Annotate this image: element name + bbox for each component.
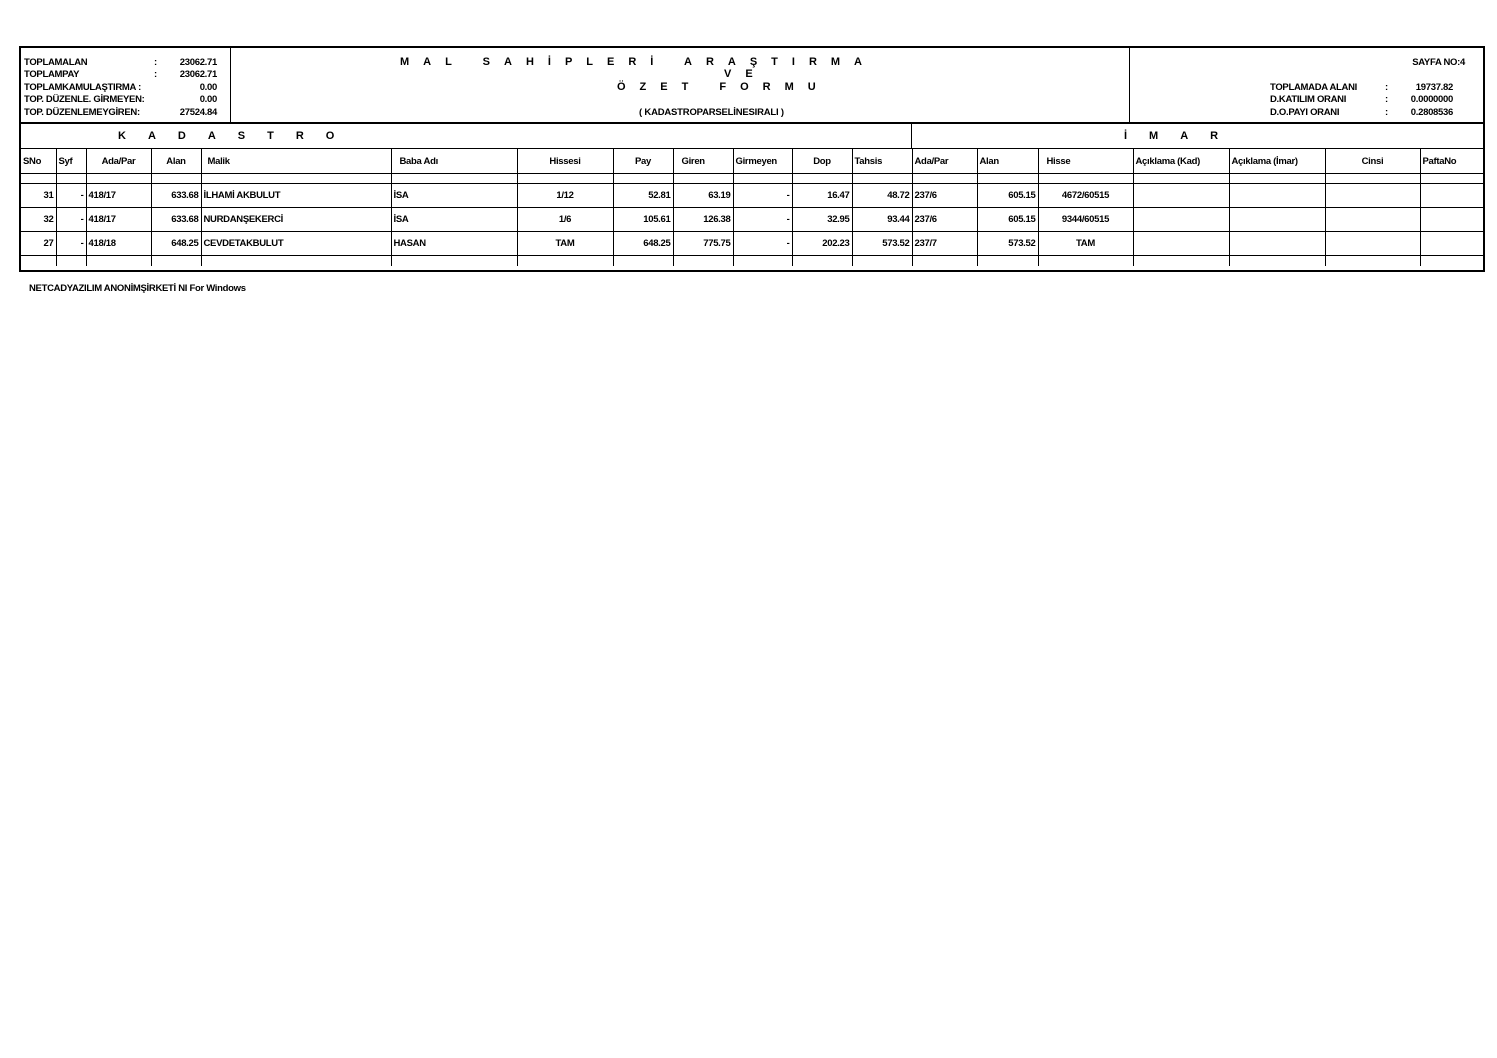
cell-imar-alan: 573.52 [977, 232, 1038, 256]
summary-sep: : [1385, 106, 1388, 118]
cell-sno: 31 [21, 184, 56, 208]
col-header: Alan [977, 149, 1038, 174]
summary-sep: : [154, 57, 157, 68]
col-header: Hisse [1038, 149, 1133, 174]
table-header-row [21, 149, 1483, 174]
cell-malik: CEVDETAKBULUT [201, 232, 391, 256]
col-header: Açıklama (Kad) [1133, 149, 1229, 174]
cell-cinsi [1325, 208, 1420, 232]
summary-value: 0.00 [199, 94, 217, 106]
cell-pay: 648.25 [613, 232, 673, 256]
summary-left-labels [24, 57, 145, 119]
cell-ada-par: 418/17 [86, 208, 151, 232]
summary-left-values [180, 57, 217, 119]
summary-value: 27524.84 [179, 106, 217, 118]
cell-pay: 52.81 [613, 184, 673, 208]
col-header: SNo [21, 149, 56, 174]
summary-value: 23062.71 [179, 57, 217, 68]
summary-right-box [1129, 48, 1483, 122]
cell-pafta [1420, 232, 1483, 256]
summary-right-seps [1385, 82, 1388, 119]
summary-label: TOP. DÜZENLEMEYGİREN: [24, 106, 140, 118]
col-header: Ada/Par [86, 149, 151, 174]
cell-malik: İLHAMİ AKBULUT [201, 184, 391, 208]
col-header: PaftaNo [1420, 149, 1483, 174]
owners-table [21, 149, 1483, 266]
table-row [21, 208, 1483, 232]
summary-label: TOPLAMADA ALANI [1270, 82, 1357, 93]
cell-pay: 105.61 [613, 208, 673, 232]
table-row [21, 184, 1483, 208]
cell-malik: NURDANŞEKERCİ [201, 208, 391, 232]
summary-label: D.KATILIM ORANI [1270, 94, 1347, 106]
cell-sno: 27 [21, 232, 56, 256]
summary-value: 19737.82 [1415, 82, 1453, 93]
page-number: SAYFA NO:4 [1412, 57, 1465, 68]
col-header: Malik [201, 149, 391, 174]
cell-imar-ada-par: 237/7 [912, 232, 977, 256]
table-row [21, 232, 1483, 256]
summary-right-labels [1270, 82, 1357, 119]
summary-sep: : [154, 69, 157, 81]
cell-girmeyen: - [733, 208, 792, 232]
cell-alan: 633.68 [151, 208, 201, 232]
summary-value: 0.00 [199, 81, 217, 93]
summary-label: TOPLAMKAMULAŞTIRMA : [24, 81, 141, 93]
cell-tahsis: 573.52 [852, 232, 912, 256]
title-line-1: MAL SAHİPLERİ ARAŞTIRMA [400, 56, 876, 68]
summary-left-seps [154, 57, 157, 82]
cell-pafta [1420, 184, 1483, 208]
summary-label: TOP. DÜZENLE. GİRMEYEN: [24, 94, 145, 106]
cell-aciklama-kad [1133, 184, 1229, 208]
cell-giren: 775.75 [673, 232, 733, 256]
group-imar [912, 124, 1483, 149]
software-footer: NETCADYAZILIM ANONİMŞİRKETİ NI For Windows [29, 283, 246, 294]
table-spacer-row [21, 174, 1483, 184]
cell-ada-par: 418/17 [86, 184, 151, 208]
cell-imar-alan: 605.15 [977, 208, 1038, 232]
col-header: Alan [151, 149, 201, 174]
cell-hisse: TAM [1038, 232, 1133, 256]
summary-value: 0.2808536 [1410, 106, 1453, 118]
cell-imar-ada-par: 237/6 [912, 184, 977, 208]
table-tail-row [21, 256, 1483, 267]
cell-baba-adi: İSA [391, 208, 517, 232]
cell-hissesi: 1/12 [517, 184, 613, 208]
summary-value: 23062.71 [179, 69, 217, 81]
cell-ada-par: 418/18 [86, 232, 151, 256]
cell-aciklama-imar [1229, 184, 1325, 208]
group-kadastro [21, 124, 912, 149]
cell-sno: 32 [21, 208, 56, 232]
cell-baba-adi: İSA [391, 184, 517, 208]
cell-syf: - [56, 232, 86, 256]
summary-label: TOPLAMALAN [24, 57, 88, 68]
group-imar-label: İMAR [1124, 130, 1241, 142]
summary-label: D.O.PAYI ORANI [1270, 106, 1340, 118]
col-header: Hissesi [517, 149, 613, 174]
cell-giren: 126.38 [673, 208, 733, 232]
cell-dop: 202.23 [792, 232, 852, 256]
cell-girmeyen: - [733, 184, 792, 208]
col-header: Dop [792, 149, 852, 174]
summary-value: 0.0000000 [1410, 94, 1453, 106]
cell-syf: - [56, 208, 86, 232]
cell-tahsis: 48.72 [852, 184, 912, 208]
summary-label: TOPLAMPAY [24, 69, 80, 81]
cell-aciklama-kad [1133, 208, 1229, 232]
cell-giren: 63.19 [673, 184, 733, 208]
cell-cinsi [1325, 232, 1420, 256]
group-kadastro-label: KADASTRO [118, 130, 357, 142]
cell-imar-ada-par: 237/6 [912, 208, 977, 232]
cell-aciklama-imar [1229, 232, 1325, 256]
title-subtitle: ( KADASTROPARSELİNESIRALI ) [639, 107, 784, 118]
cell-alan: 633.68 [151, 184, 201, 208]
summary-left-box [21, 48, 231, 122]
cell-alan: 648.25 [151, 232, 201, 256]
cell-hisse: 9344/60515 [1038, 208, 1133, 232]
col-header: Syf [56, 149, 86, 174]
col-header: Cinsi [1325, 149, 1420, 174]
summary-right-values [1411, 82, 1453, 119]
col-header: Pay [613, 149, 673, 174]
cell-hissesi: TAM [517, 232, 613, 256]
cell-pafta [1420, 208, 1483, 232]
summary-sep: : [1385, 94, 1388, 106]
cell-cinsi [1325, 184, 1420, 208]
col-header: Giren [673, 149, 733, 174]
col-header: Baba Adı [391, 149, 517, 174]
cell-hisse: 4672/60515 [1038, 184, 1133, 208]
summary-sep: : [1385, 82, 1388, 93]
cell-aciklama-kad [1133, 232, 1229, 256]
report-sheet [19, 46, 1485, 272]
cell-hissesi: 1/6 [517, 208, 613, 232]
title-line-3: ÖZET FORMU [617, 81, 830, 93]
report-header [21, 48, 1483, 124]
cell-tahsis: 93.44 [852, 208, 912, 232]
col-header: Tahsis [852, 149, 912, 174]
cell-dop: 32.95 [792, 208, 852, 232]
title-line-2: VE [724, 68, 767, 80]
col-header: Açıklama (İmar) [1229, 149, 1325, 174]
cell-aciklama-imar [1229, 208, 1325, 232]
cell-dop: 16.47 [792, 184, 852, 208]
cell-imar-alan: 605.15 [977, 184, 1038, 208]
cell-syf: - [56, 184, 86, 208]
col-header: Girmeyen [733, 149, 792, 174]
cell-girmeyen: - [733, 232, 792, 256]
col-header: Ada/Par [912, 149, 977, 174]
cell-baba-adi: HASAN [391, 232, 517, 256]
